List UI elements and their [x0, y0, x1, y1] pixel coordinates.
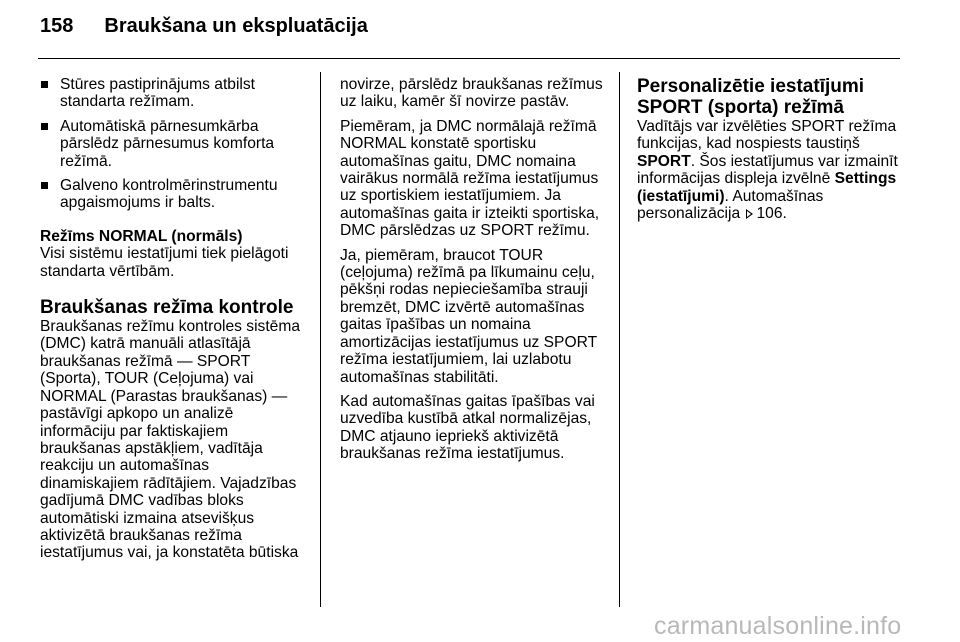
page-reference-link[interactable]: 106.: [756, 205, 787, 223]
normal-mode-text: Visi sistēmu iestatījumi tiek pielāgoti standarta vērtībām.: [40, 245, 289, 280]
column-3: [637, 76, 905, 229]
square-bullet-icon: [41, 81, 48, 88]
paragraph: novirze, pārslēdz braukšanas režīmus uz laiku, kamēr šī novirze pastāv.: [340, 76, 603, 111]
header-divider: [38, 58, 900, 59]
sport-settings-heading: Personalizētie iestatījumi SPORT (sporta) režīmā: [637, 76, 865, 118]
bullet-item: Galveno kontrolmērinstrumentu apgaismojums ir balts.: [40, 177, 308, 212]
bullet-item: Automātiskā pārnesumkārba pārslēdz pārnesumus komforta režīmā.: [40, 118, 308, 170]
page-number: 158: [40, 15, 74, 37]
square-bullet-icon: [41, 123, 48, 130]
column-divider-left: [320, 72, 321, 607]
page-header: [40, 15, 368, 47]
page-reference-arrow-icon: [746, 209, 753, 219]
paragraph: Kad automašīnas gaitas īpašības vai uzvedība kustībā atkal normalizējas, DMC atjauno iepriekš aktivizētā braukšanas režīma iestatījumus.: [340, 392, 595, 463]
sport-settings-text: Vadītājs var izvēlēties SPORT režīma funkcijas, kad nospiests taustiņš SPORT. Šos iestatījumus var izmainīt informācijas displeja izvēlnē Settings (iestatījumi). Automašīnas personalizācija 106.: [637, 118, 898, 223]
square-bullet-icon: [41, 182, 48, 189]
column-2: [340, 76, 608, 470]
chapter-title: Braukšana un ekspluatācija: [104, 15, 368, 37]
normal-mode-heading: Režīms NORMAL (normāls): [40, 227, 243, 245]
column-divider-right: [619, 72, 620, 607]
watermark: carmanualsonline.info: [654, 612, 902, 640]
paragraph: Ja, piemēram, braucot TOUR (ceļojuma) režīmā pa līkumainu ceļu, pēkšņi rodas nepieciešamība strauji bremzēt, DMC izvērtē automašīnas gaitas īpašības un nomaina amortizācijas iestatījumus uz SPORT režīma iestatījumiem, lai uzlabotu automašīnas stabilitāti.: [340, 246, 597, 386]
settings-menu-label: Settings (iestatījumi): [637, 170, 897, 205]
drive-mode-control-text: Braukšanas režīmu kontroles sistēma (DMC) katrā manuāli atlasītājā braukšanas režīmā — SPORT (Sporta), TOUR (Ceļojuma) vai NORMAL (Parastas braukšanas) — pastāvīgi apkopo un analizē informāciju par faktiskajiem braukšanas apstākļiem, vadītāja reakciju un automašīnas dinamiskajiem rādītājiem. Vajadzības gadījumā DMC vadības bloks automātiski izmaina atsevišķus aktivizētā braukšanas režīma iestatījumus vai, ja konstatēta būtiska: [40, 318, 300, 562]
column-1: [40, 76, 308, 569]
bullet-item: Stūres pastiprinājums atbilst standarta režīmam.: [40, 76, 308, 111]
paragraph: Piemēram, ja DMC normālajā režīmā NORMAL konstatē sportisku automašīnas gaitu, DMC nomaina vairākus normālā režīma iestatījumus uz sportiskiem iestatījumiem. Ja automašīnas gaita ir izteikti sportiska, DMC pārslēdzas uz SPORT režīmu.: [340, 117, 600, 240]
sport-key-label: SPORT: [637, 152, 691, 170]
drive-mode-control-heading: Braukšanas režīma kontrole: [40, 297, 294, 319]
